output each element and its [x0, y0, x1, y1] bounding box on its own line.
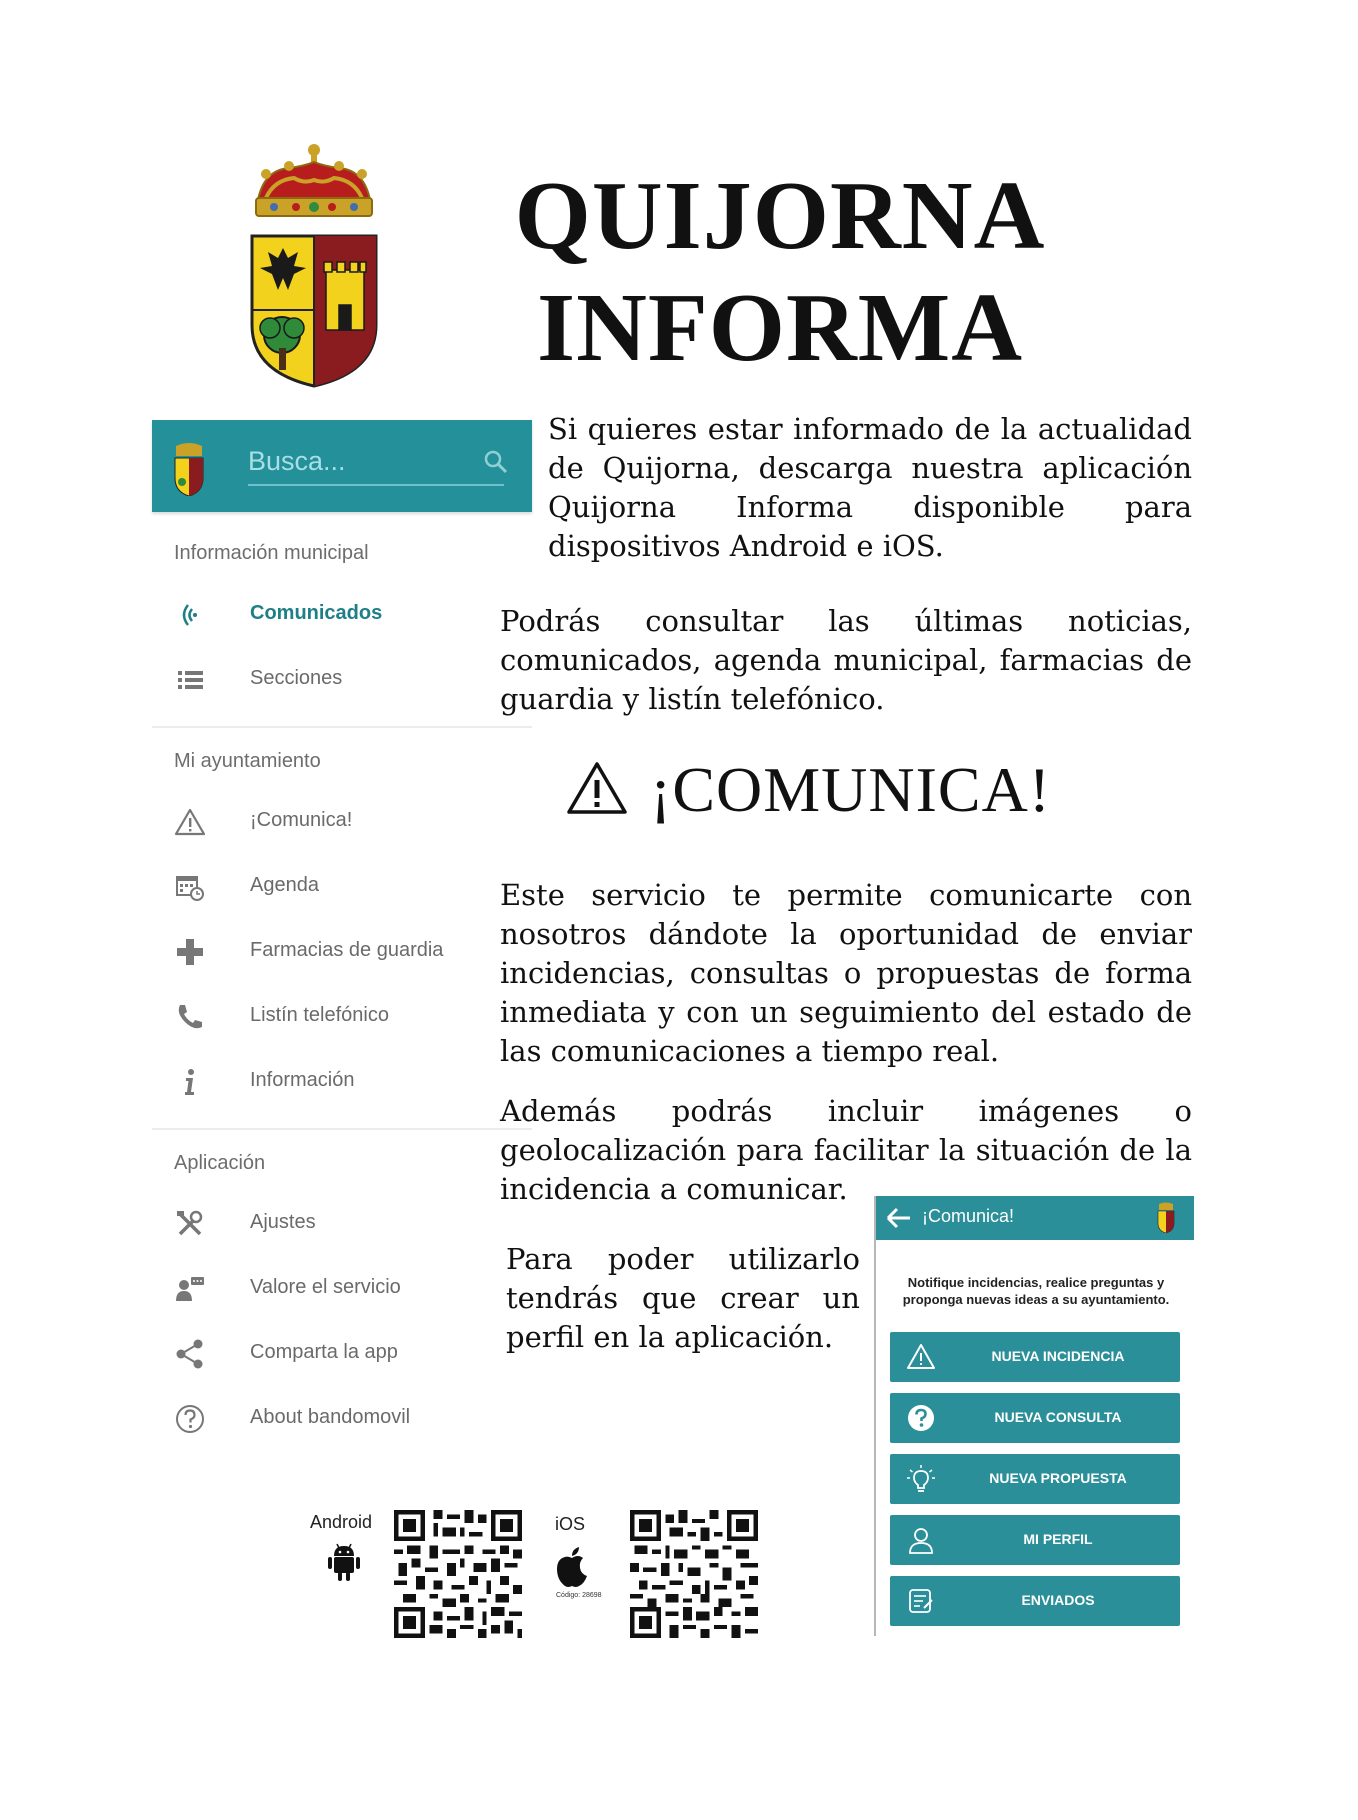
quijorna-coat-of-arms — [244, 140, 384, 390]
search-underline — [248, 484, 504, 486]
intro-paragraph-2: Podrás consultar las últimas noticias, comunicados, agenda municipal, farmacias de guardia y listín telefónico. — [500, 604, 1192, 716]
crown-icon — [256, 144, 372, 216]
app-menu-screenshot — [152, 420, 532, 1470]
phone-app-bar — [876, 1196, 1194, 1240]
menu-item-secciones[interactable] — [152, 652, 532, 708]
menu-item-comunicados[interactable] — [152, 587, 532, 643]
menu-label-listin: Listín telefónico — [250, 1004, 389, 1026]
menu-item-about[interactable] — [152, 1391, 532, 1447]
comunica-heading — [566, 752, 1086, 832]
cross-icon — [174, 936, 206, 968]
app-search-bar — [152, 420, 532, 512]
nueva-incidencia-button[interactable] — [890, 1332, 1180, 1382]
title-line-2: INFORMA — [536, 274, 1024, 382]
menu-label-farmacias: Farmacias de guardia — [250, 939, 444, 961]
share-icon — [174, 1338, 206, 1370]
nueva-propuesta-button[interactable] — [890, 1454, 1180, 1504]
ios-qr-code[interactable] — [630, 1510, 758, 1638]
enviados-label: ENVIADOS — [1021, 1592, 1095, 1608]
menu-divider — [152, 1128, 532, 1130]
search-icon[interactable] — [482, 448, 510, 476]
comunica-heading-text: ¡COMUNICA! — [650, 754, 1052, 825]
nueva-incidencia-label: NUEVA INCIDENCIA — [991, 1348, 1125, 1364]
section-aplicacion: Aplicación — [174, 1152, 266, 1174]
info-icon — [174, 1066, 206, 1098]
menu-item-comunica[interactable] — [152, 794, 532, 850]
menu-label-comunicados: Comunicados — [250, 602, 383, 624]
menu-item-informacion[interactable] — [152, 1054, 532, 1110]
comunica-phone-screenshot — [874, 1196, 1194, 1636]
menu-item-listin[interactable] — [152, 989, 532, 1045]
mi-perfil-label: MI PERFIL — [1023, 1531, 1093, 1547]
back-arrow-icon[interactable] — [886, 1206, 912, 1230]
rate-icon — [174, 1273, 206, 1305]
tools-icon — [174, 1208, 206, 1240]
list-icon — [174, 664, 206, 696]
menu-label-comunica: ¡Comunica! — [250, 809, 353, 831]
question-icon — [906, 1403, 936, 1433]
menu-label-ajustes: Ajustes — [250, 1211, 316, 1233]
android-qr-code[interactable] — [394, 1510, 522, 1638]
search-input[interactable]: Busca... — [248, 446, 346, 476]
menu-divider — [152, 726, 532, 728]
menu-item-farmacias[interactable] — [152, 924, 532, 980]
comunica-paragraph-2: Además podrás incluir imágenes o geolocalización para facilitar la situación de la incidencia a comunicar. — [500, 1094, 1192, 1206]
nueva-consulta-button[interactable] — [890, 1393, 1180, 1443]
menu-label-secciones: Secciones — [250, 667, 343, 689]
lightbulb-icon — [906, 1464, 936, 1494]
menu-item-ajustes[interactable] — [152, 1196, 532, 1252]
section-mi-ayuntamiento: Mi ayuntamiento — [174, 750, 321, 772]
title-line-1: QUIJORNA — [514, 162, 1046, 270]
menu-item-comparta[interactable] — [152, 1326, 532, 1382]
phone-intro-text: Notifique incidencias, realice preguntas y proponga nuevas ideas a su ayuntamiento. — [902, 1275, 1170, 1307]
menu-label-comparta: Comparta la app — [250, 1341, 398, 1363]
mini-crest-icon — [1156, 1202, 1176, 1234]
menu-item-valore[interactable] — [152, 1261, 532, 1317]
warning-icon — [174, 806, 206, 838]
menu-item-agenda[interactable] — [152, 859, 532, 915]
help-icon — [174, 1403, 206, 1435]
menu-label-valore: Valore el servicio — [250, 1276, 401, 1298]
calendar-icon — [174, 871, 206, 903]
android-icon — [327, 1542, 361, 1582]
phone-title: ¡Comunica! — [922, 1206, 1015, 1226]
comunica-paragraph-1: Este servicio te permite comunicarte con nosotros dándote la oportunidad de enviar incidencias, consultas o propuestas de forma inmediata y con un seguimiento del estado de las comunicaciones a tiempo real. — [500, 878, 1192, 1068]
warning-icon — [566, 760, 628, 816]
nueva-consulta-label: NUEVA CONSULTA — [994, 1409, 1122, 1425]
menu-label-informacion: Información — [250, 1069, 355, 1091]
mini-crest-icon — [172, 442, 206, 496]
menu-label-agenda: Agenda — [250, 874, 319, 896]
sent-list-icon — [906, 1586, 936, 1616]
enviados-button[interactable] — [890, 1576, 1180, 1626]
phone-icon — [174, 1001, 206, 1033]
comunica-paragraph-3: Para poder utilizarlo tendrás que crear un perfil en la aplicación. — [506, 1242, 860, 1354]
intro-paragraph-1: Si quieres estar informado de la actualidad de Quijorna, descarga nuestra aplicación Quijorna Informa disponible para dispositivos Android e iOS. — [548, 412, 1192, 563]
user-icon — [906, 1525, 936, 1555]
signal-icon — [174, 599, 206, 631]
android-label: Android — [310, 1512, 373, 1532]
warning-icon — [906, 1342, 936, 1372]
nueva-propuesta-label: NUEVA PROPUESTA — [989, 1470, 1127, 1486]
ios-code-text: Código: 28698 — [556, 1592, 602, 1599]
apple-icon — [554, 1546, 590, 1588]
section-informacion-municipal: Información municipal — [174, 542, 369, 564]
mi-perfil-button[interactable] — [890, 1515, 1180, 1565]
ios-label: iOS — [555, 1514, 586, 1534]
menu-label-about: About bandomovil — [250, 1406, 411, 1428]
